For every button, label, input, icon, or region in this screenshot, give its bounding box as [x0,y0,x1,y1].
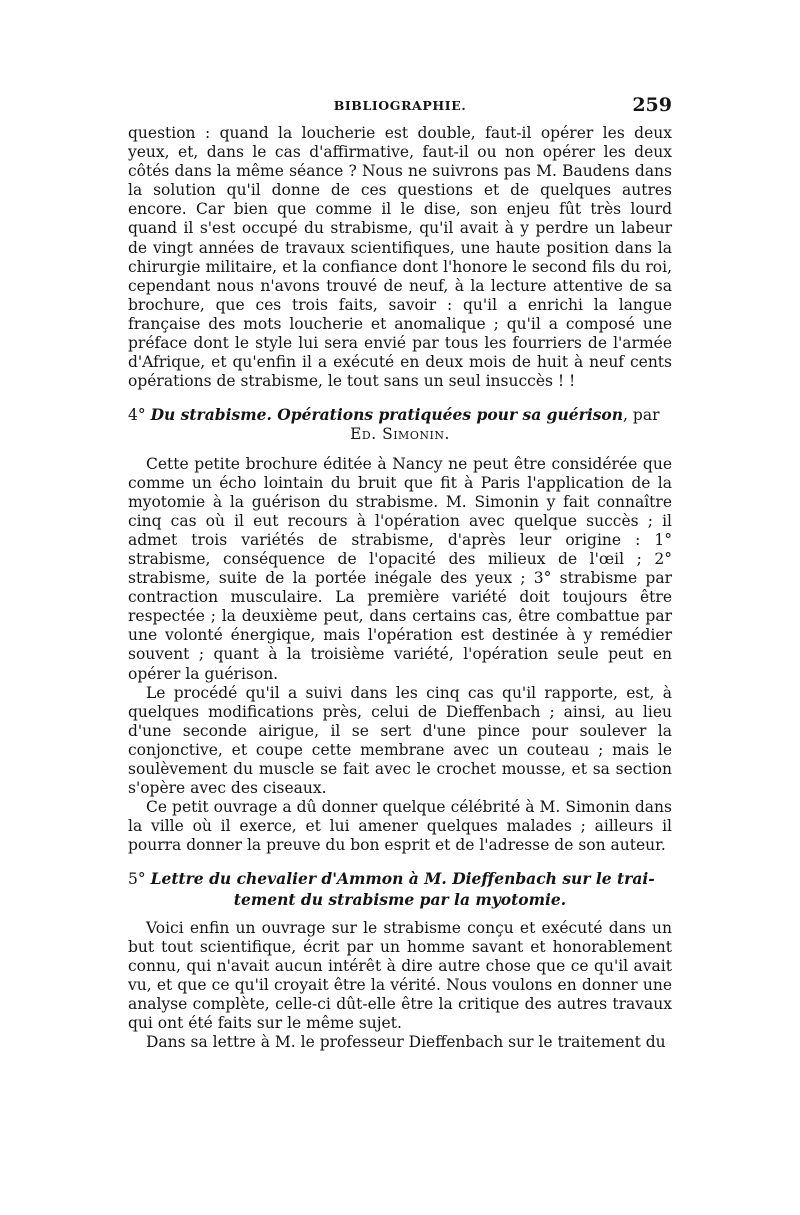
body-text [128,124,672,1052]
section-4-paragraph-2: Le procédé qu'il a suivi dans les cinq cas qu'il rapporte, est, à quelques modifications près, celui de Dieffenbach ; ainsi, au lieu d'une seconde airigue, il se sert d'une pince pour soulever la conjonctive, et coupe cette membrane avec un couteau ; mais le soulèvement du muscle se fait avec le crochet mousse, et sa section s'opère avec des ciseaux. [128,683,672,798]
page-header [128,96,672,124]
page-number: 259 [632,94,672,116]
section-4-paragraph-1: Cette petite brochure éditée à Nancy ne peut être considérée que comme un écho lointain du bruit que fit à Paris l'application de la myotomie à la guérison du strabisme. M. Simonin y fait connaître cinq cas où il eut recours à l'opération avec quelque succès ; il admet trois variétés de strabisme, d'après leur origine : 1° strabisme, conséquence de l'opacité des milieux de l'œil ; 2° strabisme, suite de la portée inégale des yeux ; 3° strabisme par contraction musculaire. La première variété doit toujours être respectée ; la deuxième peut, dans certains cas, être combattue par une volonté énergique, mais l'opération est destinée à y remédier souvent ; quant à la troisième variété, l'opération seule peut en opérer la guérison. [128,454,672,683]
section-4-heading [128,405,672,444]
section-5-paragraph-2: Dans sa lettre à M. le professeur Dieffenbach sur le traitement du [146,1033,666,1052]
section-5-title-line-2: tement du strabisme par la myotomie. [233,889,567,909]
section-5-heading [128,869,672,908]
section-4-author: Ed. Simonin. [350,425,450,444]
section-5-title-line-1: Lettre du chevalier d'Ammon à M. Dieffenbach sur le trai- [150,869,655,889]
section-4-number: 4° [128,406,146,425]
running-title: BIBLIOGRAPHIE. [333,98,467,113]
section-4-by: , par [623,406,660,425]
book-page [128,96,672,1052]
section-4-title: Du strabisme. Opérations pratiquées pour sa guérison [150,405,624,425]
section-5-paragraph-1: Voici enfin un ouvrage sur le strabisme conçu et exécuté dans un but tout scientifique, écrit par un homme savant et honorablement connu, qui n'avait aucun intérêt à dire autre chose que ce qu'il avait vu, et que ce qu'il croyait être la vérité. Nous voulons en donner une analyse complète, celle-ci dût-elle être la critique des autres travaux qui ont été faits sur le même sujet. [128,918,672,1033]
section-5-number: 5° [128,870,146,889]
intro-paragraph: question : quand la loucherie est double, faut-il opérer les deux yeux, et, dans le cas d'affirmative, faut-il ou non opérer les deux côtés dans la même séance ? Nous ne suivrons pas M. Baudens dans la solution qu'il donne de ces questions et de quelques autres encore. Car bien que comme il le dise, son enjeu fût très lourd quand il s'est occupé du strabisme, qu'il avait à y perdre un labeur de vingt années de travaux scientifiques, une haute position dans la chirurgie militaire, et la confiance dont l'honore le second fils du roi, cependant nous n'avons trouvé de neuf, à la lecture attentive de sa brochure, que ces trois faits, savoir : qu'il a enrichi la langue française des mots loucherie et anomalique ; qu'il a composé une préface dont le style lui sera envié par tous les fourriers de l'armée d'Afrique, et qu'enfin il a exécuté en deux mois de huit à neuf cents opérations de strabisme, le tout sans un seul insuccès ! ! [128,124,672,391]
section-4-paragraph-3: Ce petit ouvrage a dû donner quelque célébrité à M. Simonin dans la ville où il exerce, et lui amener quelques malades ; ailleurs il pourra donner la preuve du bon esprit et de l'adresse de son auteur. [128,798,672,855]
